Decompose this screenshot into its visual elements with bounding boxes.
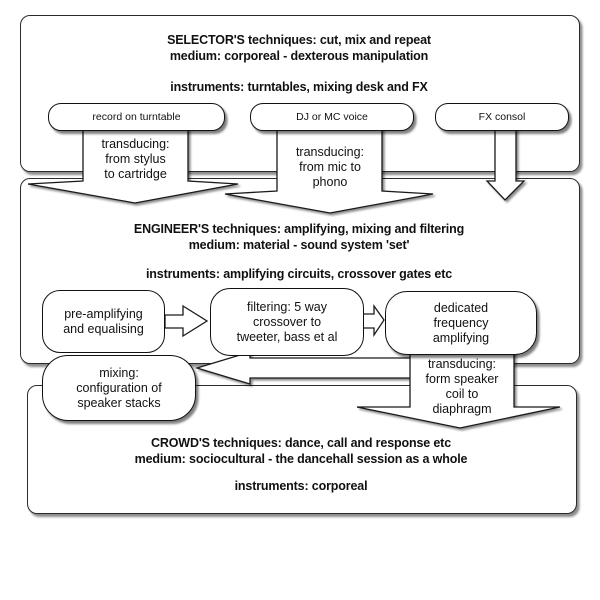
- engineer-title: ENGINEER'S techniques: amplifying, mixing and filtering: [133, 222, 465, 236]
- label-transducing-speaker: transducing: form speaker coil to diaphragm: [425, 357, 499, 416]
- arrow-fx-icon: [487, 124, 524, 200]
- node-mixing: mixing: configuration of speaker stacks: [42, 355, 196, 421]
- selector-heading: [20, 33, 578, 96]
- crowd-instruments: instruments: corporeal: [234, 479, 368, 493]
- crowd-heading: [27, 436, 575, 495]
- node-preamplifying: pre-amplifying and equalising: [42, 290, 165, 353]
- node-filtering: filtering: 5 way crossover to tweeter, bass et al: [210, 288, 364, 356]
- connector-preamp-to-filtering-icon: [165, 306, 207, 336]
- crowd-title: CROWD'S techniques: dance, call and response etc: [150, 436, 451, 450]
- arrow-to-mixing-icon: [197, 352, 412, 384]
- engineer-heading: [20, 222, 578, 283]
- pill-record-on-turntable: [48, 103, 225, 131]
- pill-record-label: record on turntable: [92, 111, 181, 123]
- pill-dj-mc-voice: [250, 103, 414, 131]
- pill-fx-label: FX consol: [478, 111, 526, 123]
- pill-dj-label: DJ or MC voice: [296, 111, 368, 123]
- selector-instruments: instruments: turntables, mixing desk and FX: [170, 80, 428, 94]
- selector-medium: medium: corporeal - dexterous manipulation: [169, 48, 429, 63]
- node-dedicated-frequency: dedicated frequency amplifying: [385, 291, 537, 355]
- engineer-instruments: instruments: amplifying circuits, crossover gates etc: [145, 267, 453, 281]
- connector-filtering-to-dedicated-icon: [362, 306, 384, 335]
- crowd-medium: medium: sociocultural - the dancehall session as a whole: [134, 451, 468, 466]
- label-transducing-mic: transducing: from mic to phono: [295, 145, 365, 189]
- engineer-medium: medium: material - sound system 'set': [188, 237, 410, 252]
- pill-fx-consol: [435, 103, 569, 131]
- selector-title: SELECTOR'S techniques: cut, mix and repeat: [167, 33, 431, 47]
- label-transducing-stylus: transducing: from stylus to cartridge: [101, 137, 170, 181]
